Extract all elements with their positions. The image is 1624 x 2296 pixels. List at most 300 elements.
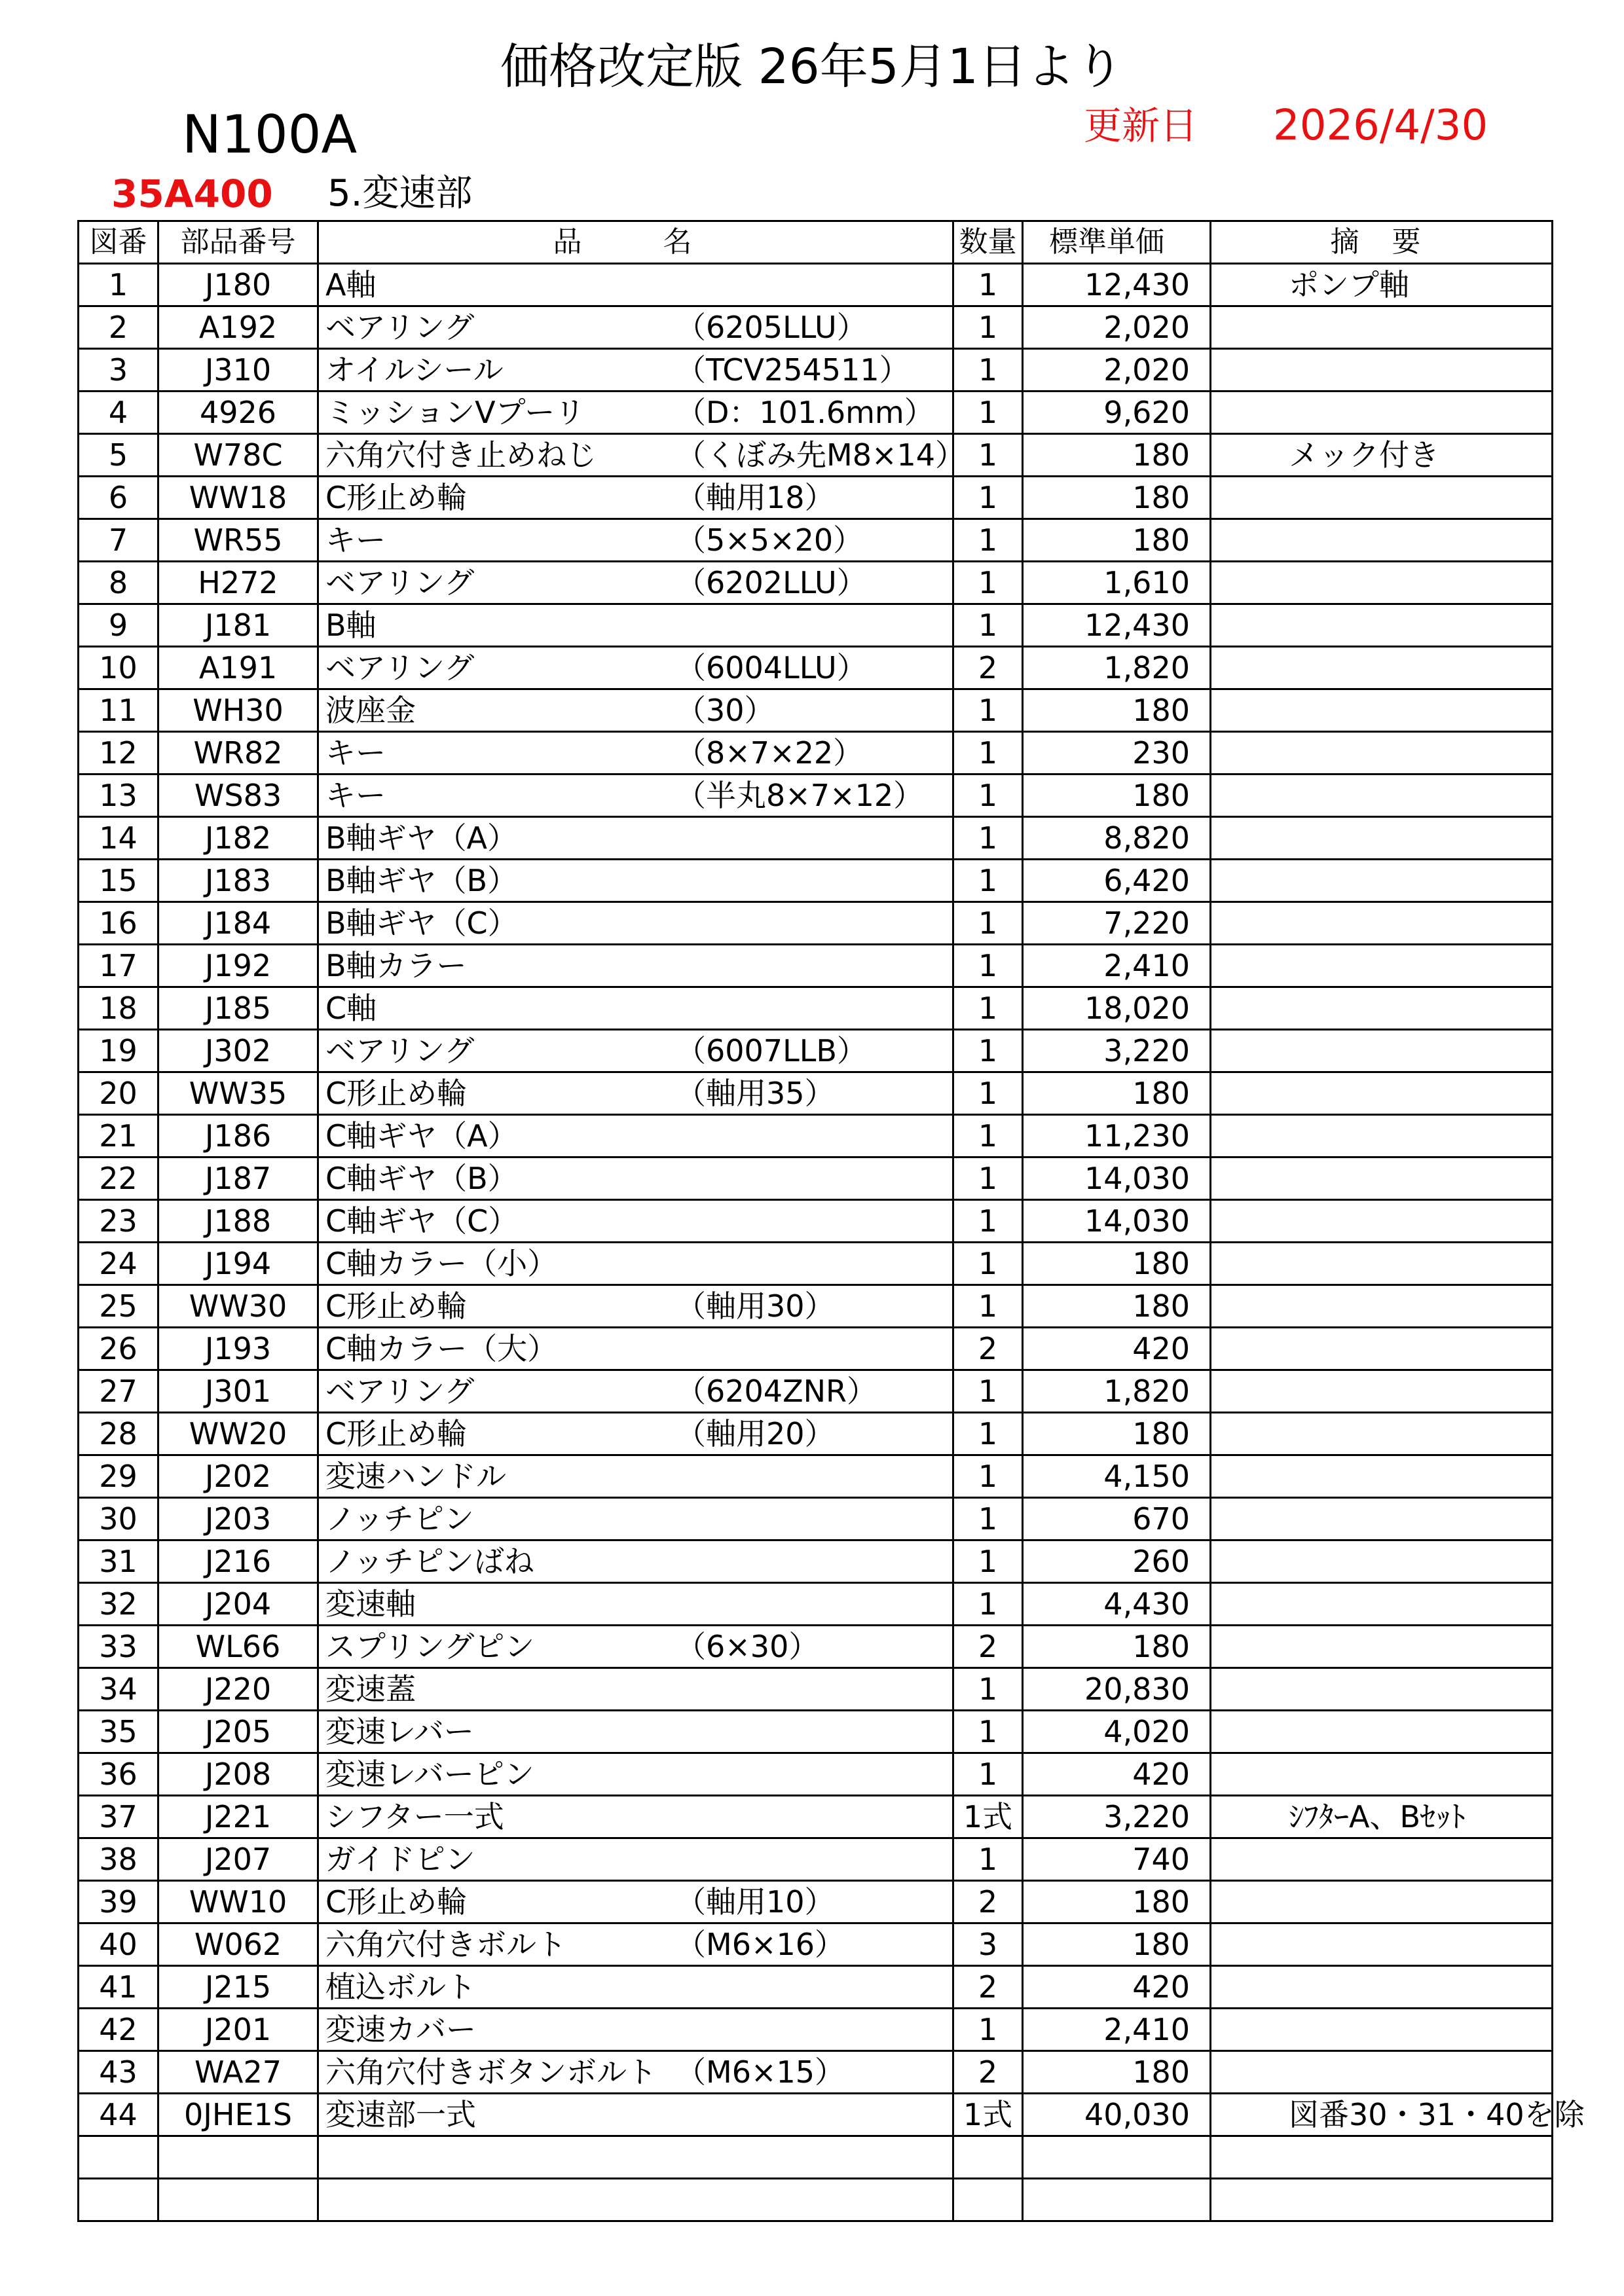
cell-no: 12 [79,732,158,774]
cell-price: 7,220 [1023,902,1211,945]
cell-remark [1211,1157,1553,1200]
blank-row [79,2136,1553,2179]
cell-name [318,1626,953,1668]
blank-cell [1023,2136,1211,2179]
cell-qty: 1 [953,1370,1023,1413]
cell-price: 12,430 [1023,604,1211,647]
cell-remark [1211,2051,1553,2094]
cell-qty: 1 [953,1115,1023,1157]
part-name: C軸カラー（小） [325,1246,558,1281]
cell-remark [1211,1413,1553,1455]
table-row [79,689,1553,732]
part-name: 変速レバーピン [325,1757,534,1792]
cell-no: 2 [79,306,158,349]
cell-remark [1211,1711,1553,1753]
cell-price: 260 [1023,1540,1211,1583]
cell-price: 4,430 [1023,1583,1211,1626]
cell-name [318,1881,953,1923]
cell-qty: 1 [953,689,1023,732]
cell-price: 740 [1023,1838,1211,1881]
cell-part-code: J310 [158,349,318,392]
cell-qty: 1 [953,1157,1023,1200]
table-row [79,1626,1553,1668]
part-name: C形止め輪 [325,480,468,515]
table-row [79,349,1553,392]
cell-part-code: WW35 [158,1072,318,1115]
cell-name [318,264,953,306]
cell-remark [1211,987,1553,1030]
table-row [79,1540,1553,1583]
table-row [79,1030,1553,1072]
table-row [79,1796,1553,1838]
cell-qty: 1 [953,477,1023,519]
parts-table [77,220,1585,2222]
cell-price: 420 [1023,1966,1211,2009]
cell-name [318,2051,953,2094]
part-name: C形止め輪 [325,1076,468,1111]
part-spec: （M6×15） [676,2054,845,2090]
cell-part-code: WW20 [158,1413,318,1455]
cell-price: 2,410 [1023,945,1211,987]
cell-qty: 1 [953,562,1023,604]
cell-remark [1211,1923,1553,1966]
cell-part-code: W062 [158,1923,318,1966]
table-row [79,306,1553,349]
cell-no: 16 [79,902,158,945]
table-row [79,1881,1553,1923]
cell-no: 44 [79,2094,158,2136]
cell-name [318,434,966,477]
cell-price: 180 [1023,519,1211,562]
cell-remark [1211,306,1553,349]
cell-price: 14,030 [1023,1200,1211,1243]
part-spec: （軸用35） [676,1076,835,1111]
cell-remark [1211,1200,1553,1243]
part-name: C軸カラー（大） [325,1331,558,1366]
part-name: 波座金 [325,693,416,728]
cell-price: 420 [1023,1328,1211,1370]
cell-no: 18 [79,987,158,1030]
cell-part-code: 0JHE1S [158,2094,318,2136]
cell-no: 29 [79,1455,158,1498]
table-row [79,2094,1553,2136]
cell-part-code: WH30 [158,689,318,732]
cell-no: 1 [79,264,158,306]
part-name: C形止め輪 [325,1288,468,1324]
cell-no: 14 [79,817,158,860]
cell-qty: 1 [953,1455,1023,1498]
table-row [79,434,1553,477]
cell-part-code: J182 [158,817,318,860]
table-row [79,1328,1553,1370]
cell-price: 2,020 [1023,349,1211,392]
cell-remark [1211,562,1553,604]
cell-qty: 1 [953,392,1023,434]
table-row [79,1243,1553,1285]
part-spec: （M6×16） [676,1927,845,1962]
cell-part-code: J186 [158,1115,318,1157]
cell-price: 20,830 [1023,1668,1211,1711]
cell-price: 180 [1023,477,1211,519]
blank-cell [953,2136,1023,2179]
cell-name [318,817,953,860]
cell-part-code: 4926 [158,392,318,434]
table-row [79,519,1553,562]
cell-no: 24 [79,1243,158,1285]
cell-price: 180 [1023,2051,1211,2094]
part-spec: （6204ZNR） [676,1374,877,1409]
blank-cell [79,2136,158,2179]
column-header-qty: 数量 [953,221,1023,264]
update-date: 2026/4/30 [1273,101,1488,150]
part-name: C形止め輪 [325,1884,468,1920]
cell-name [318,1838,953,1881]
cell-name [318,2094,953,2136]
cell-no: 10 [79,647,158,689]
cell-qty: 2 [953,2051,1023,2094]
cell-no: 42 [79,2009,158,2051]
part-name: スプリングピン [325,1629,535,1664]
cell-qty: 3 [953,1923,1023,1966]
cell-no: 32 [79,1583,158,1626]
cell-name [318,562,953,604]
cell-remark [1211,1370,1553,1413]
cell-qty: 1 [953,1838,1023,1881]
cell-part-code: J181 [158,604,318,647]
cell-no: 28 [79,1413,158,1455]
cell-no: 6 [79,477,158,519]
part-name: ベアリング [325,565,475,600]
cell-price: 3,220 [1023,1796,1211,1838]
cell-remark [1211,2009,1553,2051]
part-name: ミッションVプーリ [325,395,585,430]
part-spec: （TCV254511） [676,352,910,388]
table-row [79,774,1553,817]
part-name: 変速レバー [325,1714,474,1749]
cell-remark [1211,1881,1553,1923]
cell-no: 9 [79,604,158,647]
table-row [79,1966,1553,2009]
cell-price: 9,620 [1023,392,1211,434]
cell-price: 1,820 [1023,647,1211,689]
cell-qty: 1 [953,860,1023,902]
cell-qty: 1式 [953,1796,1023,1838]
cell-name [318,1966,953,2009]
cell-remark [1211,1455,1553,1498]
part-name: ベアリング [325,1374,475,1409]
blank-cell [1211,2136,1553,2179]
part-name: オイルシール [325,352,504,388]
table-row [79,1923,1553,1966]
cell-remark [1211,817,1553,860]
cell-remark [1211,604,1553,647]
column-header-no: 図番 [79,221,158,264]
cell-qty: 2 [953,1881,1023,1923]
cell-qty: 1 [953,1583,1023,1626]
table-header-row [79,221,1553,264]
part-spec: （半丸8×7×12） [676,778,924,813]
cell-remark [1211,860,1553,902]
part-name: ベアリング [325,310,475,345]
part-name: ノッチピンばね [325,1544,534,1579]
cell-part-code: J184 [158,902,318,945]
cell-qty: 1 [953,1711,1023,1753]
cell-price: 18,020 [1023,987,1211,1030]
cell-remark [1211,1668,1553,1711]
cell-remark [1211,1328,1553,1370]
cell-part-code: J215 [158,1966,318,2009]
cell-price: 180 [1023,1413,1211,1455]
cell-price: 1,610 [1023,562,1211,604]
table-row [79,1285,1553,1328]
part-name: ノッチピン [325,1501,474,1537]
table-row [79,477,1553,519]
cell-name [318,689,953,732]
cell-part-code: J301 [158,1370,318,1413]
cell-name [318,945,953,987]
part-name: 六角穴付きボルト [325,1927,566,1962]
cell-no: 35 [79,1711,158,1753]
cell-part-code: J193 [158,1328,318,1370]
page-title: 価格改定版 26年5月1日より [500,39,1124,95]
cell-price: 2,410 [1023,2009,1211,2051]
cell-name [318,1370,953,1413]
cell-name [318,349,953,392]
cell-remark [1211,689,1553,732]
cell-name [318,860,953,902]
table-row [79,1583,1553,1626]
part-name: C軸ギヤ（B） [325,1161,518,1196]
cell-qty: 1 [953,817,1023,860]
table-row [79,1455,1553,1498]
cell-no: 38 [79,1838,158,1881]
cell-qty: 1 [953,1753,1023,1796]
blank-cell [1023,2179,1211,2221]
cell-no: 23 [79,1200,158,1243]
cell-remark [1211,1243,1553,1285]
part-name: B軸ギヤ（A） [325,820,518,856]
cell-qty: 1 [953,1030,1023,1072]
part-name: 変速ハンドル [325,1459,506,1494]
cell-qty: 1 [953,987,1023,1030]
part-name: 変速蓋 [325,1671,416,1707]
cell-no: 22 [79,1157,158,1200]
cell-qty: 2 [953,1966,1023,2009]
cell-remark [1211,1498,1553,1540]
cell-price: 180 [1023,1072,1211,1115]
cell-price: 6,420 [1023,860,1211,902]
cell-qty: 1 [953,1668,1023,1711]
part-name: B軸ギヤ（C） [325,905,518,941]
cell-part-code: J203 [158,1498,318,1540]
part-name: C形止め輪 [325,1416,468,1451]
cell-remark [1211,1540,1553,1583]
cell-no: 40 [79,1923,158,1966]
cell-part-code: J192 [158,945,318,987]
part-name: 植込ボルト [325,1969,476,2005]
cell-remark [1211,1115,1553,1157]
cell-part-code: J221 [158,1796,318,1838]
update-label: 更新日 [1084,103,1198,148]
cell-part-code: J180 [158,264,318,306]
cell-no: 25 [79,1285,158,1328]
cell-no: 15 [79,860,158,902]
blank-cell [79,2179,158,2221]
cell-remark [1211,392,1553,434]
part-spec: （8×7×22） [676,735,864,771]
cell-qty: 1 [953,519,1023,562]
cell-part-code: WA27 [158,2051,318,2094]
cell-remark [1211,902,1553,945]
part-spec: （軸用18） [676,480,835,515]
cell-remark [1211,519,1553,562]
blank-cell [158,2136,318,2179]
cell-no: 43 [79,2051,158,2094]
cell-price: 180 [1023,1626,1211,1668]
cell-price: 8,820 [1023,817,1211,860]
part-name: キー [325,522,386,558]
part-name: シフター一式 [325,1799,504,1834]
table-row [79,392,1553,434]
table-row [79,1115,1553,1157]
cell-name [318,1413,953,1455]
cell-name [318,1711,953,1753]
cell-price: 2,020 [1023,306,1211,349]
part-spec: （6202LLU） [676,565,867,600]
section-title: 5.変速部 [327,172,473,215]
table-row [79,987,1553,1030]
cell-part-code: WL66 [158,1626,318,1668]
cell-name [318,774,953,817]
cell-price: 11,230 [1023,1115,1211,1157]
cell-no: 8 [79,562,158,604]
cell-name [318,647,953,689]
cell-qty: 1 [953,1072,1023,1115]
cell-qty: 1 [953,604,1023,647]
cell-no: 33 [79,1626,158,1668]
part-name: C軸ギヤ（A） [325,1118,518,1154]
cell-remark: ポンプ軸 [1211,264,1553,306]
part-name: ガイドピン [325,1842,475,1877]
cell-no: 3 [79,349,158,392]
cell-part-code: J201 [158,2009,318,2051]
table-row [79,1370,1553,1413]
cell-name [318,2009,953,2051]
cell-price: 40,030 [1023,2094,1211,2136]
cell-price: 420 [1023,1753,1211,1796]
part-spec: （軸用30） [676,1288,835,1324]
cell-qty: 1 [953,306,1023,349]
table-row [79,1200,1553,1243]
cell-name [318,1498,953,1540]
cell-name [318,1583,953,1626]
cell-no: 5 [79,434,158,477]
cell-qty: 2 [953,1328,1023,1370]
cell-price: 4,020 [1023,1711,1211,1753]
cell-name [318,1243,953,1285]
cell-no: 30 [79,1498,158,1540]
cell-part-code: WS83 [158,774,318,817]
cell-part-code: W78C [158,434,318,477]
table-row [79,604,1553,647]
blank-cell [953,2179,1023,2221]
table-row [79,1753,1553,1796]
cell-no: 26 [79,1328,158,1370]
part-name: C軸 [325,991,377,1026]
cell-qty: 1 [953,774,1023,817]
cell-remark [1211,1966,1553,2009]
part-spec: （軸用10） [676,1884,835,1920]
part-name: ベアリング [325,650,475,685]
table-row [79,817,1553,860]
cell-no: 21 [79,1115,158,1157]
cell-part-code: J185 [158,987,318,1030]
model-name: N100A [182,104,358,165]
cell-qty: 1 [953,902,1023,945]
part-name: ベアリング [325,1033,475,1068]
cell-price: 180 [1023,774,1211,817]
cell-remark: 図番30・31・40を除 [1211,2094,1553,2136]
part-name: 変速部一式 [325,2097,476,2132]
cell-name [318,1200,953,1243]
part-spec: （6007LLB） [676,1033,867,1068]
cell-name [318,902,953,945]
cell-qty: 1 [953,945,1023,987]
cell-part-code: J216 [158,1540,318,1583]
part-name: B軸 [325,608,377,643]
part-name: 六角穴付き止めねじ [325,437,597,473]
cell-name [318,1923,953,1966]
cell-remark [1211,1030,1553,1072]
cell-name [318,1115,953,1157]
table-row [79,2051,1553,2094]
cell-name [318,1157,953,1200]
part-spec: （6004LLU） [676,650,867,685]
cell-qty: 1 [953,1285,1023,1328]
cell-no: 39 [79,1881,158,1923]
cell-name [318,306,953,349]
cell-price: 14,030 [1023,1157,1211,1200]
cell-no: 31 [79,1540,158,1583]
cell-price: 1,820 [1023,1370,1211,1413]
part-name: キー [325,735,386,771]
cell-price: 180 [1023,689,1211,732]
column-header-remark: 摘 要 [1211,221,1553,264]
cell-remark [1211,1838,1553,1881]
table-row [79,1711,1553,1753]
cell-price: 670 [1023,1498,1211,1540]
cell-remark: メック付き [1211,434,1553,477]
cell-no: 20 [79,1072,158,1115]
cell-no: 27 [79,1370,158,1413]
blank-row [79,2179,1553,2221]
table-row [79,902,1553,945]
part-spec: （6205LLU） [676,310,867,345]
part-spec: （くぼみ先M8×14） [676,437,966,473]
cell-part-code: WW18 [158,477,318,519]
table-row [79,732,1553,774]
cell-no: 34 [79,1668,158,1711]
cell-part-code: H272 [158,562,318,604]
cell-price: 3,220 [1023,1030,1211,1072]
part-name: C軸ギヤ（C） [325,1203,519,1239]
blank-cell [158,2179,318,2221]
cell-qty: 1 [953,349,1023,392]
cell-remark [1211,945,1553,987]
cell-remark [1211,1753,1553,1796]
cell-price: 230 [1023,732,1211,774]
part-name: 変速カバー [325,2012,476,2047]
